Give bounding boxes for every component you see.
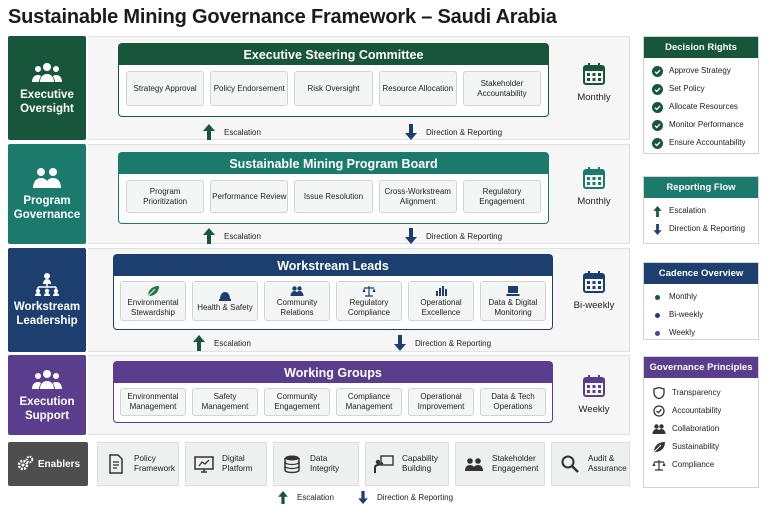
workstream-item-label: Health & Safety [197,302,253,312]
committee-item: Issue Resolution [294,180,372,213]
decision-right-item [652,80,750,98]
reporting-flow-item [652,202,750,220]
committee-item: Risk Oversight [294,71,372,106]
workstream-item-label: Community Relations [276,297,318,317]
enabler-label: Audit & Assurance [588,454,627,473]
legend-label: Escalation [297,492,334,502]
committee-item: Stakeholder Accountability [463,71,541,106]
decision-right-item [652,98,750,116]
workstream-item [120,281,186,321]
arrow-down-icon [652,224,663,235]
direction-arrow [405,124,502,140]
item-label: Monthly [669,292,698,301]
people-icon [652,423,666,435]
escalation-arrow [203,124,261,140]
check-circle-icon [652,120,663,131]
program-board [118,152,549,224]
workstream-item-label: Data & Digital Monitoring [488,297,538,317]
workstream-item-label: Environmental Stewardship [127,297,179,317]
item-label: Collaboration [672,424,720,433]
stakeholders-icon [464,454,484,474]
reporting-flow-item [652,220,750,238]
calendar-icon [582,166,606,190]
reporting-flow-panel [643,176,759,244]
principle-item [652,438,750,456]
item-label: Monitor Performance [669,120,744,129]
working-group-item: Data & Tech Operations [480,388,546,416]
people-icon [290,285,304,297]
item-label: Compliance [672,460,715,469]
arrow-label: Escalation [214,338,251,348]
enabler-item [185,442,267,486]
check-circle-icon [652,138,663,149]
escalation-arrow [193,335,251,351]
hard-hat-icon [218,290,232,302]
enablers-row [8,442,630,486]
arrow-label: Escalation [224,127,261,137]
principle-item [652,384,750,402]
committee-item: Cross-Workstream Alignment [379,180,457,213]
check-circle-icon [652,84,663,95]
check-circle-icon [652,102,663,113]
arrow-label: Direction & Reporting [415,338,492,348]
item-label: Allocate Resources [669,102,738,111]
bar-chart-icon [434,285,448,297]
bullet-dot [655,295,660,300]
enablers-header [8,442,88,486]
panel-title: Governance Principles [644,357,758,378]
enabler-item [273,442,359,486]
governance-principles-panel [643,356,759,488]
panel-title: Cadence Overview [644,263,758,284]
cadence-label: Monthly [577,92,611,103]
direction-arrow [394,335,491,351]
principle-item [652,420,750,438]
arrow-label: Direction & Reporting [426,127,503,137]
enabler-item [455,442,545,486]
scales-icon [652,459,666,471]
enabler-label: Policy Framework [134,454,175,473]
check-circle-icon [652,405,666,417]
item-label: Accountability [672,406,722,415]
check-circle-icon [652,66,663,77]
decision-right-item [652,116,750,134]
gears-icon [16,455,34,473]
laptop-icon [506,285,520,297]
bullet-dot [655,313,660,318]
enabler-label: Digital Platform [222,454,253,473]
committee-item: Performance Review [210,180,288,213]
enabler-item [365,442,449,486]
principle-item [652,402,750,420]
cadence-item [652,324,750,342]
monitor-icon [194,454,214,474]
cadence-executive [561,62,627,103]
arrow-label: Direction & Reporting [426,231,503,241]
tier-label: Workstream Leadership [13,301,81,327]
committee-item: Regulatory Engagement [463,180,541,213]
training-icon [374,454,394,474]
arrow-up-icon [203,228,215,244]
committee-title: Sustainable Mining Program Board [119,153,548,174]
decision-right-item [652,62,750,80]
magnifier-icon [560,454,580,474]
workstream-item [264,281,330,321]
workstream-item-label: Operational Excellence [420,297,462,317]
committee-item: Resource Allocation [379,71,457,106]
workstream-item [408,281,474,321]
tier-side-executive-oversight [8,36,86,140]
cadence-program [561,166,627,207]
calendar-icon [582,374,606,398]
document-icon [106,454,126,474]
committee-item: Policy Endorsement [210,71,288,106]
cadence-label: Bi-weekly [573,300,615,311]
item-label: Sustainability [672,442,720,451]
calendar-icon [582,270,606,294]
legend-direction [358,489,453,505]
committee-item: Program Prioritization [126,180,204,213]
arrow-up-icon [278,491,288,504]
panel-title: Reporting Flow [644,177,758,198]
direction-arrow [405,228,502,244]
tier-label: Executive Oversight [20,89,74,115]
committee-title: Working Groups [114,362,552,383]
item-label: Bi-weekly [669,310,704,319]
panel-title: Decision Rights [644,37,758,58]
arrow-up-icon [652,206,663,217]
workstream-item-label: Regulatory Compliance [347,297,391,317]
arrow-down-icon [394,335,406,351]
cadence-workstream [561,270,627,311]
arrow-down-icon [405,124,417,140]
working-groups [113,361,553,423]
decision-right-item [652,134,750,152]
team-icon [32,367,62,391]
bullet-dot [655,331,660,336]
enabler-label: Capability Building [402,454,438,473]
calendar-icon [582,62,606,86]
committee-item: Strategy Approval [126,71,204,106]
executive-steering-committee [118,43,549,117]
cadence-item [652,288,750,306]
workstream-item [336,281,402,321]
item-label: Approve Strategy [669,66,731,75]
enabler-label: Stakeholder Engagement [492,454,539,473]
executive-group-icon [32,60,62,84]
committee-title: Executive Steering Committee [119,44,548,65]
page-title: Sustainable Mining Governance Framework – Saudi Arabia [8,6,557,28]
cadence-item [652,306,750,324]
arrow-down-icon [405,228,417,244]
escalation-arrow [203,228,261,244]
tier-label: Execution Support [19,396,75,422]
tier-side-program-governance [8,144,86,244]
arrow-up-icon [203,124,215,140]
enabler-item [551,442,630,486]
leaf-icon [146,285,160,297]
working-group-item: Environmental Management [120,388,186,416]
workstream-item [480,281,546,321]
principle-item [652,456,750,474]
arrow-label: Escalation [224,231,261,241]
cadence-label: Monthly [577,196,611,207]
item-label: Transparency [672,388,721,397]
item-label: Direction & Reporting [669,224,746,233]
leaf-icon [652,441,666,453]
arrow-up-icon [193,335,205,351]
item-label: Weekly [669,328,696,337]
enablers-label: Enablers [37,458,81,470]
working-group-item: Community Engagement [264,388,330,416]
tier-side-workstream-leadership [8,248,86,352]
hierarchy-icon [32,272,62,296]
workstream-leads [113,254,553,330]
enabler-item [97,442,179,486]
working-group-item: Safety Management [192,388,258,416]
cadence-label: Weekly [578,404,610,415]
item-label: Escalation [669,206,706,215]
working-group-item: Operational Improvement [408,388,474,416]
shield-icon [652,387,666,399]
cadence-overview-panel [643,262,759,340]
cadence-execution [561,374,627,415]
tier-label: Program Governance [13,195,81,221]
item-label: Ensure Accountability [669,138,746,147]
database-icon [282,454,302,474]
scales-icon [362,285,376,297]
item-label: Set Policy [669,84,705,93]
working-group-item: Compliance Management [336,388,402,416]
arrow-down-icon [358,491,368,504]
legend-escalation [278,489,334,505]
enabler-label: Data Integrity [310,454,340,473]
legend-label: Direction & Reporting [377,492,454,502]
committee-title: Workstream Leads [114,255,552,276]
program-group-icon [32,166,62,190]
decision-rights-panel [643,36,759,154]
workstream-item [192,281,258,321]
tier-side-execution-support [8,355,86,435]
